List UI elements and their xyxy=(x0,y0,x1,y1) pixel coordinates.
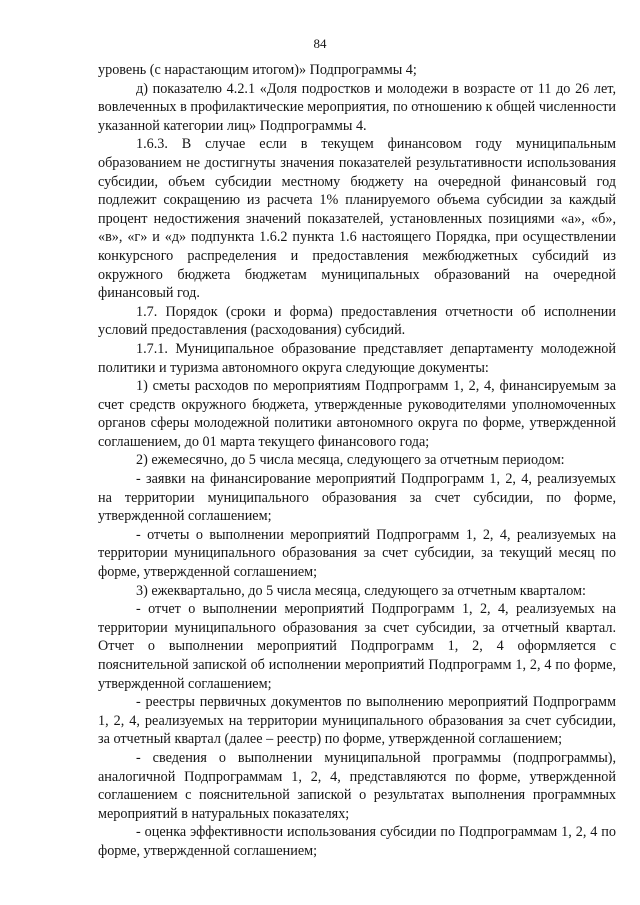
paragraph: д) показателю 4.2.1 «Доля подростков и молодежи в возрасте от 11 до 26 лет, вовлеченных в профилактические мероприятия, по отношению к общей численности указанной категории лиц» Подпрограммы 4. xyxy=(98,80,616,134)
page-number: 84 xyxy=(313,36,327,51)
document-body xyxy=(98,61,616,861)
paragraph: - сведения о выполнении муниципальной программы (подпрограммы), аналогичной Подпрограммам 1, 2, 4, представляются по форме, утвержденной соглашением с пояснительной запиской о результатах выполнения программных мероприятий в натуральных показателях; xyxy=(98,749,616,822)
paragraph: - реестры первичных документов по выполнению мероприятий Подпрограмм 1, 2, 4, реализуемых на территории муниципального образования за счет субсидии, за отчетный квартал (далее – реестр) по форме, утвержденной соглашением; xyxy=(98,694,616,748)
paragraph: 2) ежемесячно, до 5 числа месяца, следующего за отчетным периодом: xyxy=(136,452,565,469)
paragraph: 3) ежеквартально, до 5 числа месяца, следующего за отчетным кварталом: xyxy=(136,582,586,599)
paragraph: 1.7.1. Муниципальное образование представляет департаменту молодежной политики и туризма автономного округа следующие документы: xyxy=(98,340,616,376)
paragraph: - заявки на финансирование мероприятий Подпрограмм 1, 2, 4, реализуемых на территории муниципального образования за счет субсидии, по форме, утвержденной соглашением; xyxy=(98,471,616,525)
paragraph: 1.6.3. В случае если в текущем финансовом году муниципальным образованием не достигнуты значения показателей результативности использования субсидии, объем субсидии местному бюджету на очередной финансовый год подлежит сокращению из расчета 1% планируемого объема субсидии за каждый процент недостижения значений показателей, установленных позициями «а», «б», «в», «г» и «д» подпункта 1.6.2 пункта 1.6 настоящего Порядка, при осуществлении конкурсного распределения и предоставления межбюджетных субсидий из окружного бюджета бюджетам муниципальных образований на очередной финансовый год. xyxy=(98,136,616,302)
paragraph: 1.7. Порядок (сроки и форма) предоставления отчетности об исполнении условий предоставления (расходования) субсидий. xyxy=(98,303,616,339)
paragraph: 1) сметы расходов по мероприятиям Подпрограмм 1, 2, 4, финансируемым за счет средств окружного бюджета, утвержденные руководителями уполномоченных органов сферы молодежной политики автономного округа по форме, утвержденной соглашением, до 01 марта текущего финансового года; xyxy=(98,378,616,450)
paragraph: уровень (с нарастающим итогом)» Подпрограммы 4; xyxy=(98,62,417,78)
paragraph: - отчеты о выполнении мероприятий Подпрограмм 1, 2, 4, реализуемых на территории муниципального образования за счет субсидии, за текущий месяц по форме, утвержденной соглашением; xyxy=(98,526,616,581)
paragraph: - оценка эффективности использования субсидии по Подпрограммам 1, 2, 4 по форме, утвержденной соглашением; xyxy=(98,824,616,859)
paragraph: - отчет о выполнении мероприятий Подпрограмм 1, 2, 4, реализуемых на территории муниципального образования за счет субсидии, за отчетный квартал. Отчет о выполнении мероприятий Подпрограмм 1, 2, 4 оформляется с пояснительной запиской об исполнении мероприятий Подпрограмм 1, 2, 4 по форме, утвержденной соглашением; xyxy=(98,601,616,692)
